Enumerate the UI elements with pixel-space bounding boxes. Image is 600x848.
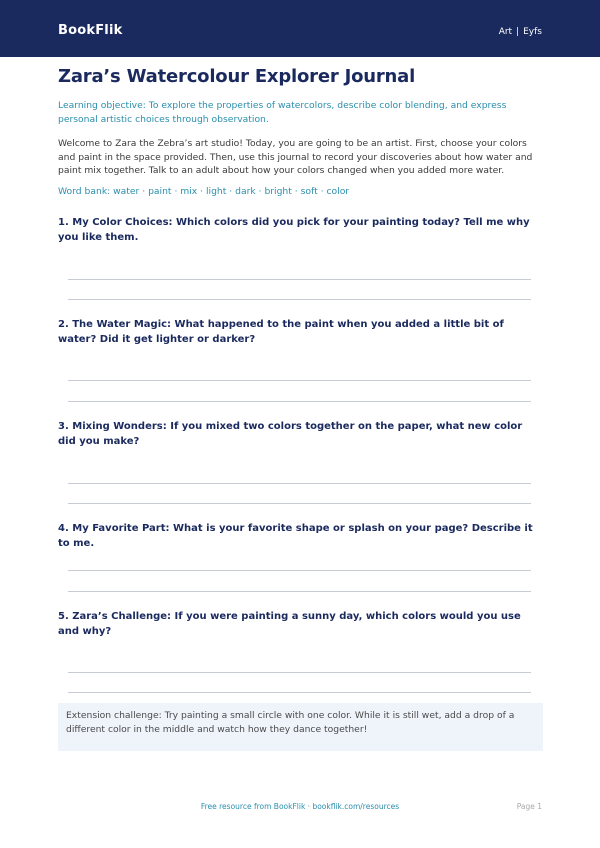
subject-separator: | (516, 27, 520, 37)
subject-label (499, 26, 542, 38)
intro-paragraph: Welcome to Zara the Zebra’s art studio! Today, you are going to be an artist. First, choose your colors and paint in the space provided. Then, use this journal to record your discoveries about how water and paint mix together. Talk to an adult about how your colors changed when you added more water. (58, 138, 533, 176)
question-3: 3. Mixing Wonders: If you mixed two colors together on the paper, what new color did you make? (58, 421, 523, 447)
answer-line[interactable] (68, 570, 531, 571)
extension-callout (58, 703, 543, 751)
answer-line[interactable] (68, 503, 531, 504)
answer-line[interactable] (68, 380, 531, 381)
question-1: 1. My Color Choices: Which colors did you pick for your painting today? Tell me why you like them. (58, 217, 530, 243)
page-number: Page 1 (516, 802, 542, 811)
question-2: 2. The Water Magic: What happened to the paint when you added a little bit of water? Did it get lighter or darker? (58, 319, 504, 345)
question-4: 4. My Favorite Part: What is your favorite shape or splash on your page? Describe it to me. (58, 523, 533, 549)
answer-line[interactable] (68, 401, 531, 402)
footer-credit: Free resource from BookFlik · bookflik.com/resources (200, 802, 400, 811)
question-5: 5. Zara’s Challenge: If you were painting a sunny day, which colors would you use and why? (58, 611, 521, 637)
answer-line[interactable] (68, 692, 531, 693)
level-name: Eyfs (523, 27, 542, 37)
brand-logo: BookFlik (58, 23, 123, 38)
answer-line[interactable] (68, 591, 531, 592)
answer-line[interactable] (68, 672, 531, 673)
answer-line[interactable] (68, 279, 531, 280)
header-bar (0, 0, 600, 57)
learning-objective: Learning objective: To explore the properties of watercolors, describe color blending, and express personal artistic choices through observation. (58, 100, 507, 125)
subject-name: Art (498, 27, 513, 37)
extension-text: Extension challenge: Try painting a small circle with one color. While it is still wet, add a drop of a different color in the middle and watch how they dance together! (66, 710, 515, 735)
word-bank: Word bank: water · paint · mix · light · dark · bright · soft · color (58, 186, 350, 197)
answer-line[interactable] (68, 299, 531, 300)
answer-line[interactable] (68, 483, 531, 484)
page-title: Zara’s Watercolour Explorer Journal (58, 66, 416, 87)
